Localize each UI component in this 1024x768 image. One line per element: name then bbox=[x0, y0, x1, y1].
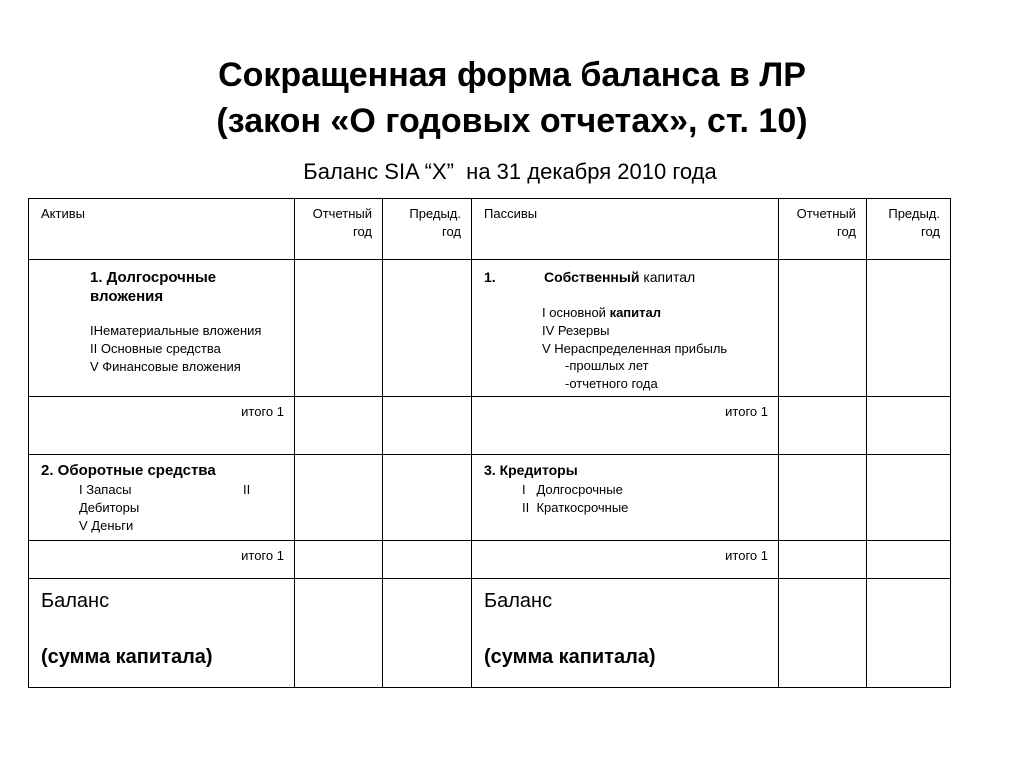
balance-table bbox=[28, 198, 951, 688]
header-previous-year-line1: Предыд. bbox=[409, 206, 461, 221]
header-liab-previous-year-cell bbox=[867, 199, 951, 260]
total1-liabilities-cell bbox=[472, 397, 779, 455]
section1-liab-subitem: -прошлых лет bbox=[565, 358, 649, 373]
section1-liab-item bbox=[542, 304, 661, 322]
balance-liab-label: Баланс bbox=[484, 590, 553, 612]
section2-assets-item: V Деньги bbox=[79, 518, 134, 533]
header-assets-previous-year bbox=[409, 205, 461, 241]
total2-assets-label: итого 1 bbox=[241, 548, 284, 563]
balance-liabilities-cell bbox=[472, 579, 779, 688]
total2-liab-previous-year-value bbox=[867, 541, 951, 579]
header-liab-previous-year-line1: Предыд. bbox=[888, 206, 940, 221]
header-liab-previous-year-line2: год bbox=[921, 224, 940, 239]
total1-liab-current-year-value bbox=[779, 397, 867, 455]
section1-liab-title-bold: Собственный bbox=[544, 269, 640, 285]
balance-subtitle: Баланс SIA “X” на 31 декабря 2010 года bbox=[303, 159, 717, 184]
section1-assets-current-year-value bbox=[295, 260, 383, 397]
page-title bbox=[0, 52, 1024, 144]
header-liab-current-year-line2: год bbox=[837, 224, 856, 239]
section1-assets-item: V Финансовые вложения bbox=[90, 359, 241, 374]
section1-assets-cell bbox=[29, 260, 295, 397]
total2-assets-cell bbox=[29, 541, 295, 579]
section1-liab-number: 1. bbox=[484, 269, 496, 285]
header-liab-current-year bbox=[797, 205, 856, 241]
header-assets-cell bbox=[29, 199, 295, 260]
total1-liab-label: итого 1 bbox=[725, 404, 768, 419]
total2-assets-previous-year-value bbox=[383, 541, 472, 579]
section1-assets-previous-year-value bbox=[383, 260, 472, 397]
title-line-1: Сокращенная форма баланса в ЛР bbox=[218, 56, 806, 94]
section1-liabilities-cell bbox=[472, 260, 779, 397]
header-current-year-line1: Отчетный bbox=[312, 206, 372, 221]
section1-assets-title-line2: вложения bbox=[90, 288, 164, 305]
balance-row bbox=[29, 579, 951, 688]
balance-liab-current-year-value bbox=[779, 579, 867, 688]
section1-assets-item: IНематериальные вложения bbox=[90, 323, 262, 338]
total2-liab-label: итого 1 bbox=[725, 548, 768, 563]
header-liab-current-year-cell bbox=[779, 199, 867, 260]
section2-liab-item: II Краткосрочные bbox=[522, 500, 629, 515]
header-liab-current-year-line1: Отчетный bbox=[796, 206, 856, 221]
section1-liab-item1-bold: капитал bbox=[609, 305, 661, 320]
section1-liab-title bbox=[544, 268, 695, 286]
total1-assets-previous-year-value bbox=[383, 397, 472, 455]
section1-liab-item: IV Резервы bbox=[542, 323, 610, 338]
header-liabilities-cell bbox=[472, 199, 779, 260]
total2-row bbox=[29, 541, 951, 579]
section2-assets-title: 2. Оборотные средства bbox=[41, 462, 216, 479]
total1-assets-label: итого 1 bbox=[241, 404, 284, 419]
header-liab-previous-year bbox=[888, 205, 940, 241]
header-current-year-line2: год bbox=[353, 224, 372, 239]
total1-assets-cell bbox=[29, 397, 295, 455]
balance-assets-sum: (сумма капитала) bbox=[41, 646, 213, 668]
section1-liab-title-rest: капитал bbox=[639, 269, 696, 285]
section1-assets-title-line1: 1. Долгосрочные bbox=[90, 269, 217, 286]
section2-assets-cell bbox=[29, 455, 295, 541]
section2-liabilities-cell bbox=[472, 455, 779, 541]
balance-assets-cell bbox=[29, 579, 295, 688]
header-liabilities: Пассивы bbox=[484, 206, 538, 221]
total2-liabilities-cell bbox=[472, 541, 779, 579]
section2-row bbox=[29, 455, 951, 541]
section2-liab-current-year-value bbox=[779, 455, 867, 541]
section2-liab-previous-year-value bbox=[867, 455, 951, 541]
total2-liab-current-year-value bbox=[779, 541, 867, 579]
section2-assets-item: II bbox=[243, 482, 251, 497]
section2-assets-item: I Запасы bbox=[79, 482, 132, 497]
balance-liab-sum: (сумма капитала) bbox=[484, 646, 656, 668]
balance-assets-previous-year-value bbox=[383, 579, 472, 688]
section1-row bbox=[29, 260, 951, 397]
header-assets-current-year-cell bbox=[295, 199, 383, 260]
balance-assets-current-year-value bbox=[295, 579, 383, 688]
section1-liab-current-year-value bbox=[779, 260, 867, 397]
section1-liab-previous-year-value bbox=[867, 260, 951, 397]
section2-assets-current-year-value bbox=[295, 455, 383, 541]
header-assets-previous-year-cell bbox=[383, 199, 472, 260]
total1-row bbox=[29, 397, 951, 455]
section1-liab-item1-prefix: I основной bbox=[542, 305, 610, 320]
total2-assets-current-year-value bbox=[295, 541, 383, 579]
section2-assets-item: Дебиторы bbox=[79, 500, 140, 515]
header-previous-year-line2: год bbox=[442, 224, 461, 239]
section2-liab-item: I Долгосрочные bbox=[522, 482, 623, 497]
section1-assets-item: II Основные средства bbox=[90, 341, 221, 356]
header-row bbox=[29, 199, 951, 260]
header-assets: Активы bbox=[41, 206, 85, 221]
balance-liab-previous-year-value bbox=[867, 579, 951, 688]
section1-liab-subitem: -отчетного года bbox=[565, 376, 658, 391]
section2-liab-title: 3. Кредиторы bbox=[484, 462, 578, 478]
total1-assets-current-year-value bbox=[295, 397, 383, 455]
balance-assets-label: Баланс bbox=[41, 590, 110, 612]
total1-liab-previous-year-value bbox=[867, 397, 951, 455]
section1-liab-item: V Нераспределенная прибыль bbox=[542, 341, 728, 356]
header-assets-current-year bbox=[313, 205, 372, 241]
title-line-2: (закон «О годовых отчетах», ст. 10) bbox=[216, 102, 808, 140]
section2-assets-previous-year-value bbox=[383, 455, 472, 541]
